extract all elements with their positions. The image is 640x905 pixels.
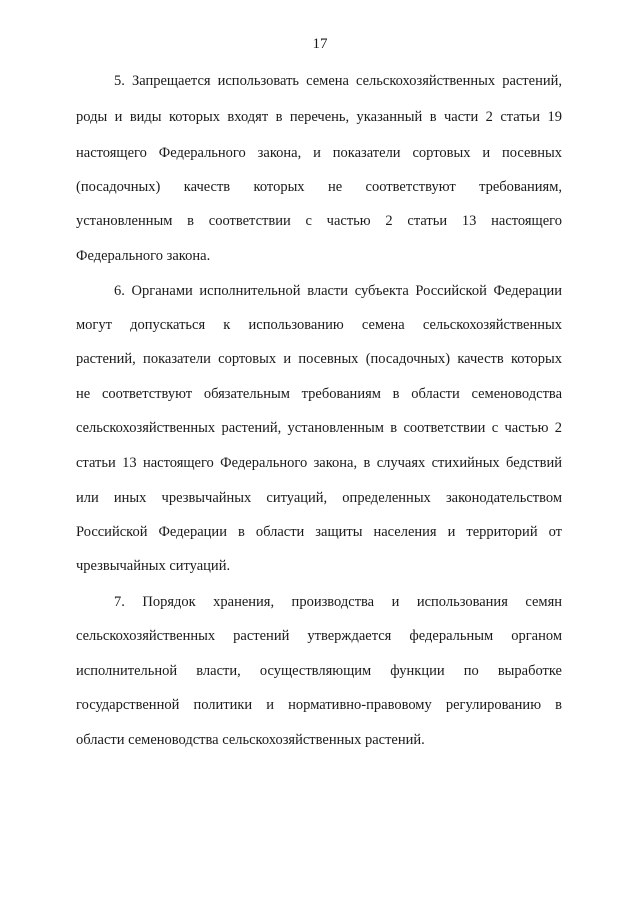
paragraph-line: 5. Запрещается использовать семена сельскохозяйственных растений, (114, 73, 562, 89)
paragraph-line: чрезвычайных ситуаций. (76, 558, 231, 574)
paragraph-line: Федерального закона. (76, 248, 211, 264)
paragraph-line: установленным в соответствии с частью 2 статьи 13 настоящего (76, 213, 562, 229)
paragraph-line: не соответствуют обязательным требованиям в области семеноводства (76, 386, 562, 402)
paragraph-line: роды и виды которых входят в перечень, указанный в части 2 статьи 19 (76, 109, 562, 125)
paragraph-line: сельскохозяйственных растений утверждается федеральным органом (76, 628, 562, 644)
paragraph-line: статьи 13 настоящего Федерального закона, в случаях стихийных бедствий (76, 455, 562, 471)
paragraph-line: или иных чрезвычайных ситуаций, определенных законодательством (76, 490, 562, 506)
paragraph-line: государственной политики и нормативно-правовому регулированию в (76, 697, 562, 713)
paragraph-line: настоящего Федерального закона, и показатели сортовых и посевных (76, 145, 562, 161)
page-number: 17 (312, 36, 328, 52)
paragraph-line: 6. Органами исполнительной власти субъекта Российской Федерации (114, 283, 562, 299)
paragraph-line: растений, показатели сортовых и посевных (посадочных) качеств которых (76, 351, 562, 367)
paragraph-line: сельскохозяйственных растений, установленным в соответствии с частью 2 (76, 420, 562, 436)
paragraph-line: 7. Порядок хранения, производства и использования семян (114, 594, 562, 610)
paragraph-line: исполнительной власти, осуществляющим функции по выработке (76, 663, 562, 679)
paragraph-line: могут допускаться к использованию семена сельскохозяйственных (76, 317, 562, 333)
paragraph-line: (посадочных) качеств которых не соответствуют требованиям, (76, 179, 562, 195)
paragraph-line: области семеноводства сельскохозяйственных растений. (76, 732, 425, 748)
paragraph-line: Российской Федерации в области защиты населения и территорий от (76, 524, 562, 540)
